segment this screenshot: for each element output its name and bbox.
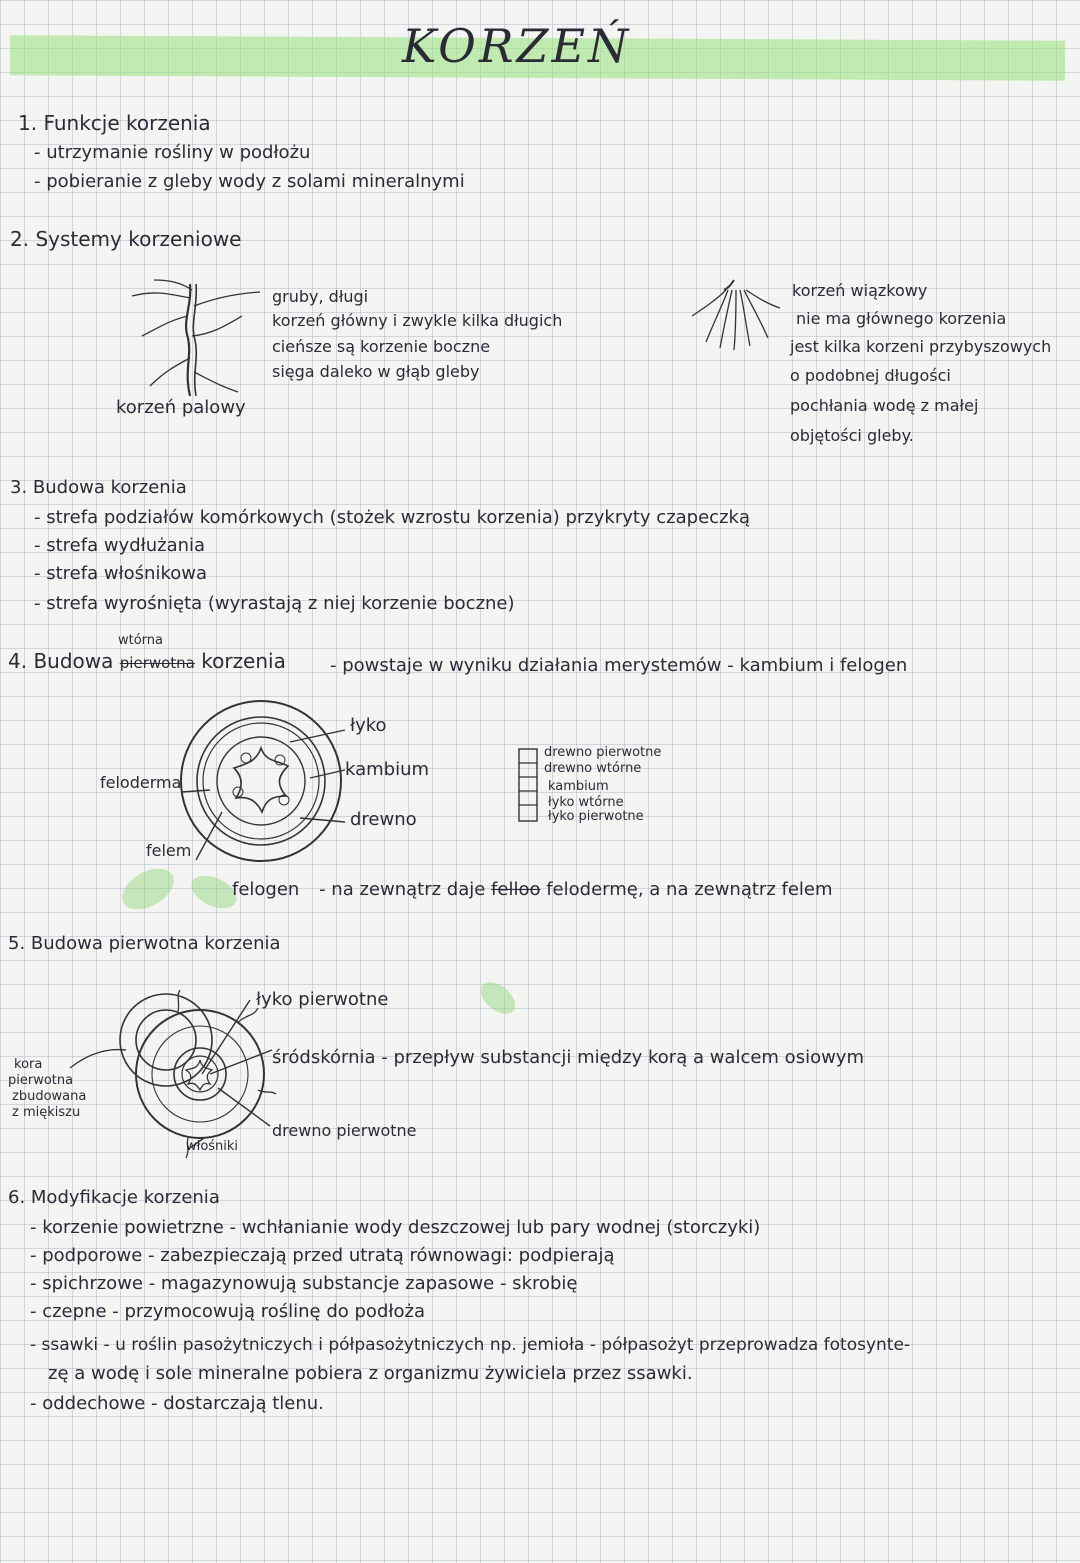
section-4-heading-prefix: 4. Budowa bbox=[8, 649, 114, 673]
section-3-item: - strefa podziałów komórkowych (stożek wzrostu korzenia) przykryty czapeczką bbox=[34, 507, 750, 528]
taproot-drawing bbox=[120, 276, 270, 406]
label-srodskornia: śródskórnia - przepływ substancji między korą a walcem osiowym bbox=[272, 1047, 864, 1068]
section-3-item: - strefa włośnikowa bbox=[34, 563, 208, 584]
label-lyko: łyko bbox=[350, 715, 387, 736]
section-6-heading: 6. Modyfikacje korzenia bbox=[8, 1187, 220, 1208]
section-5-heading: 5. Budowa pierwotna korzenia bbox=[8, 933, 281, 954]
section-4-heading-insert: wtórna bbox=[118, 633, 164, 648]
section-6-item: - czepne - przymocowują roślinę do podłoża bbox=[30, 1301, 425, 1322]
section-1-heading: 1. Funkcje korzenia bbox=[18, 111, 211, 135]
section-1-item: - pobieranie z gleby wody z solami mineralnymi bbox=[34, 171, 465, 192]
fibrous-description: pochłania wodę z małej bbox=[790, 396, 979, 415]
section-6-item: - ssawki - u roślin pasożytniczych i półpasożytniczych np. jemioła - półpasożyt przeprowadza fotosynte- bbox=[30, 1335, 911, 1355]
legend-item: łyko wtórne bbox=[548, 795, 624, 810]
section-6-item: - podporowe - zabezpieczają przed utratą równowagi: podpierają bbox=[30, 1245, 615, 1266]
legend-item: łyko pierwotne bbox=[548, 809, 644, 824]
taproot-label: korzeń palowy bbox=[116, 397, 246, 418]
label-drewno: drewno bbox=[350, 809, 417, 830]
label-kora: kora bbox=[14, 1057, 43, 1072]
section-3-item: - strefa wydłużania bbox=[34, 535, 206, 556]
section-3-item: - strefa wyrośnięta (wyrastają z niej korzenie boczne) bbox=[34, 593, 515, 614]
felogen-text-1: - na zewnątrz daje bbox=[319, 879, 486, 900]
section-6-item: - spichrzowe - magazynowują substancje zapasowe - skrobię bbox=[30, 1273, 578, 1294]
label-kora: z miękiszu bbox=[12, 1105, 81, 1120]
felogen-text-2: felodermę, a na zewnątrz felem bbox=[546, 879, 833, 900]
fibrous-description: o podobnej długości bbox=[790, 366, 951, 385]
legend-item: kambium bbox=[548, 779, 609, 794]
label-lyko-pierwotne: łyko pierwotne bbox=[256, 989, 389, 1010]
section-6-item: - oddechowe - dostarczają tlenu. bbox=[30, 1393, 324, 1414]
fibrous-description: jest kilka korzeni przybyszowych bbox=[790, 337, 1052, 356]
section-3-heading: 3. Budowa korzenia bbox=[10, 477, 187, 498]
label-kora: zbudowana bbox=[12, 1089, 87, 1104]
legend-item: drewno pierwotne bbox=[544, 745, 662, 760]
section-4-heading-suffix: korzenia bbox=[201, 649, 286, 673]
section-6-item: - korzenie powietrzne - wchłanianie wody deszczowej lub pary wodnej (storczyki) bbox=[30, 1217, 761, 1238]
section-4-heading bbox=[8, 650, 286, 673]
fibrous-description: korzeń wiązkowy bbox=[792, 281, 928, 300]
felogen-struck: felloo bbox=[491, 879, 541, 900]
legend-item: drewno wtórne bbox=[544, 761, 642, 776]
felogen-label: felogen bbox=[232, 879, 300, 900]
page-title: KORZEŃ bbox=[402, 19, 632, 73]
fibrous-description: objętości gleby. bbox=[790, 426, 914, 445]
taproot-description: cieńsze są korzenie boczne bbox=[272, 337, 491, 356]
section-1-item: - utrzymanie rośliny w podłożu bbox=[34, 142, 311, 163]
label-wlosniki: włośniki bbox=[186, 1139, 239, 1154]
fibrous-root-drawing bbox=[684, 276, 784, 356]
felogen-text bbox=[232, 880, 833, 901]
section-6-item: zę a wodę i sole mineralne pobiera z organizmu żywiciela przez ssawki. bbox=[48, 1363, 693, 1384]
label-feloderma: feloderma bbox=[100, 773, 182, 792]
fibrous-description: nie ma głównego korzenia bbox=[796, 309, 1007, 328]
section-4-description: - powstaje w wyniku działania merystemów - kambium i felogen bbox=[330, 655, 908, 676]
taproot-description: sięga daleko w głąb gleby bbox=[272, 362, 480, 381]
section-2-heading: 2. Systemy korzeniowe bbox=[10, 227, 242, 251]
label-felem: felem bbox=[146, 841, 192, 860]
label-drewno-pierwotne: drewno pierwotne bbox=[272, 1121, 417, 1140]
taproot-description: korzeń główny i zwykle kilka długich bbox=[272, 311, 563, 330]
primary-pointer-lines bbox=[40, 990, 280, 1160]
green-leaf-doodle bbox=[475, 976, 521, 1020]
label-kambium: kambium bbox=[345, 759, 430, 780]
section-4-heading-struck: pierwotna bbox=[119, 654, 195, 672]
tissue-legend-box bbox=[518, 748, 538, 822]
label-kora: pierwotna bbox=[8, 1073, 74, 1088]
taproot-description: gruby, długi bbox=[272, 287, 369, 306]
